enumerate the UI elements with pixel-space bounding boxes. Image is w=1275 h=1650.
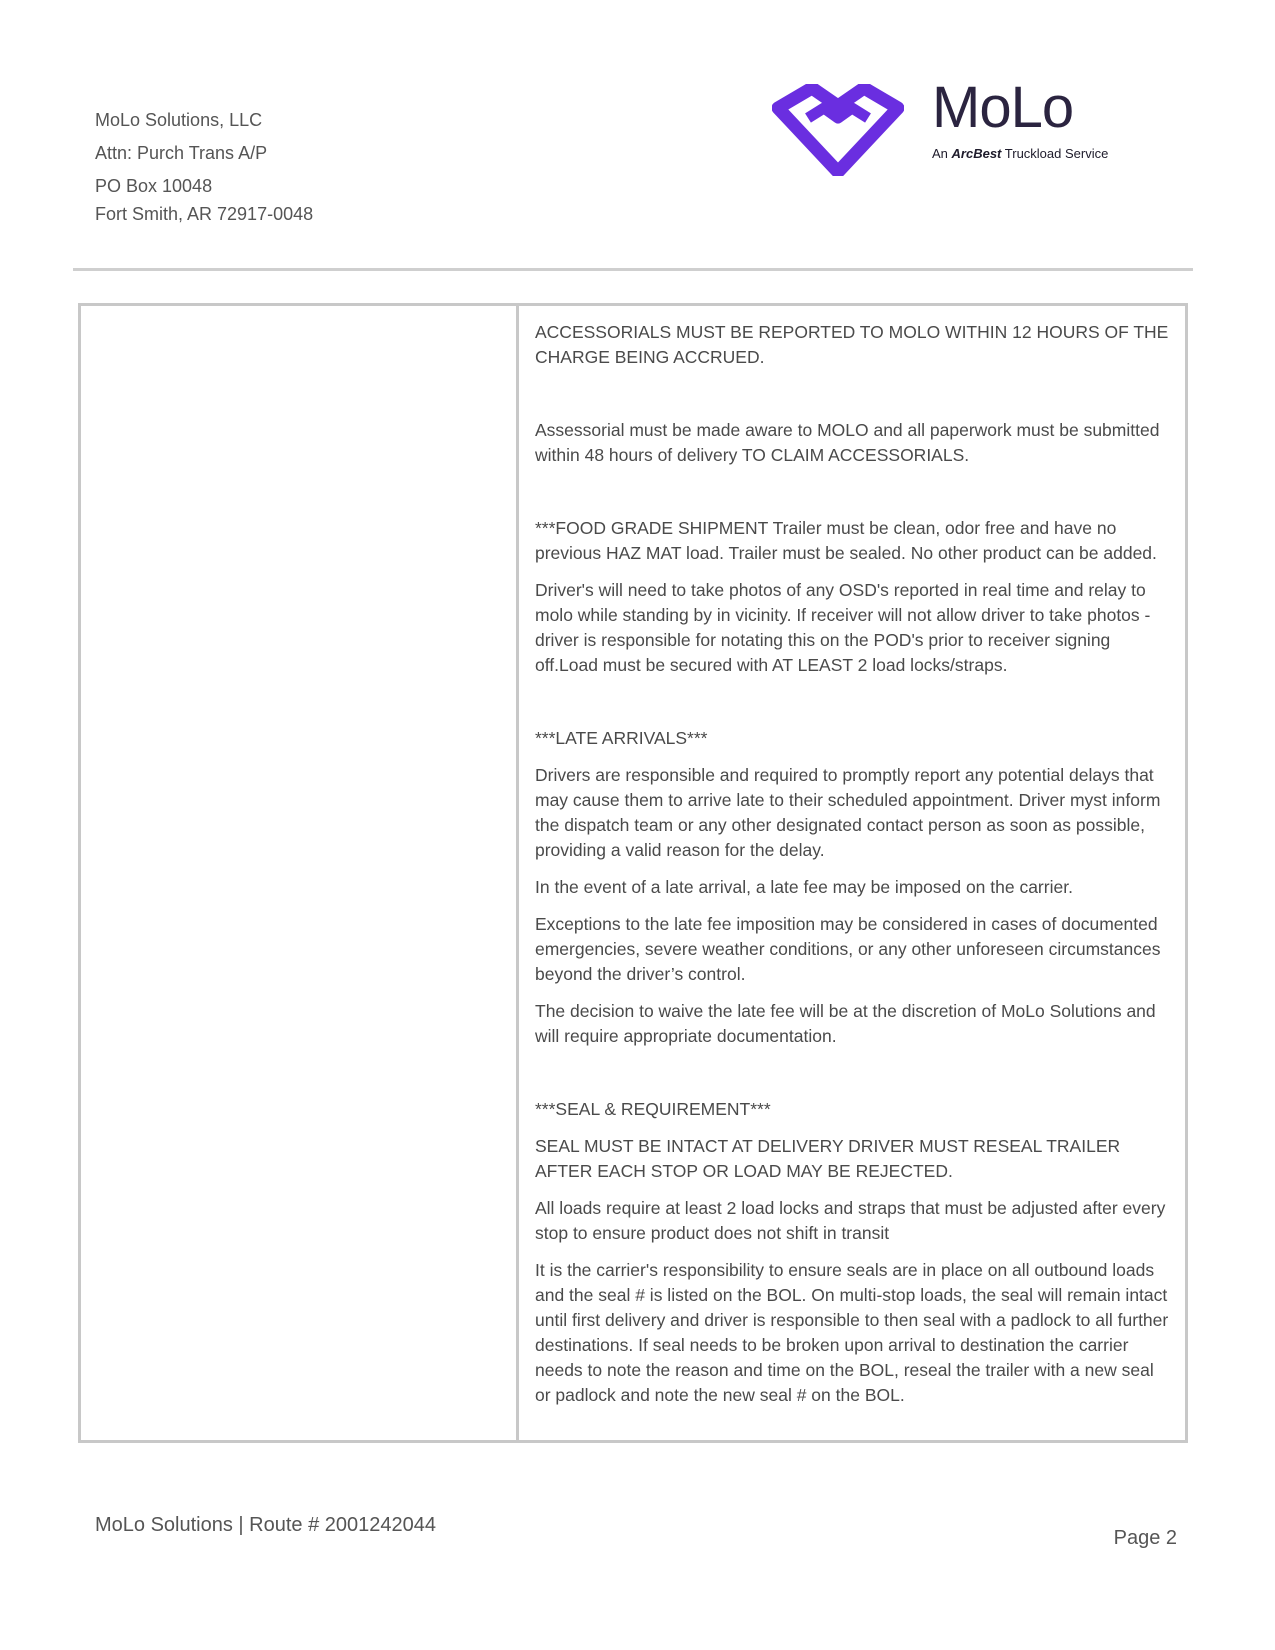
- late-arrivals-text-2: In the event of a late arrival, a late fee may be imposed on the carrier.: [535, 877, 1073, 897]
- spacer: [535, 1061, 1173, 1097]
- late-arrivals-text-3: Exceptions to the late fee imposition may be considered in cases of documented emergencies, severe weather conditions, or any other unforeseen circumstances beyond the driver’s control.: [535, 914, 1161, 984]
- page-number: Page 2: [1113, 1527, 1177, 1549]
- molo-mark-icon: [772, 84, 904, 176]
- molo-logo: [772, 75, 1152, 176]
- seal-text-3: It is the carrier's responsibility to ensure seals are in place on all outbound loads and the seal # is listed on the BOL. On multi-stop loads, the seal will remain intact until first delivery and driver is responsible to then seal with a padlock to all further destinations. If seal needs to be broken upon arrival to destination the carrier needs to note the reason and time on the BOL, reseal the trailer with a new seal or padlock and note the new seal # on the BOL.: [535, 1260, 1169, 1405]
- spacer: [535, 690, 1173, 726]
- logo-wordmark: MoLo: [932, 75, 1074, 140]
- osd-photos-text: Driver's will need to take photos of any OSD's reported in real time and relay to molo while standing by in vicinity. If receiver will not allow driver to take photos - driver is responsible for notating this on the POD's prior to receiver signing off.Load must be secured with AT LEAST 2 load locks/straps.: [535, 580, 1151, 675]
- food-grade-text: ***FOOD GRADE SHIPMENT Trailer must be clean, odor free and have no previous HAZ MAT load. Trailer must be sealed. No other product can be added.: [535, 518, 1157, 563]
- spacer: [535, 382, 1173, 418]
- tagline-suffix: Truckload Service: [1004, 146, 1109, 161]
- accessorials-paperwork-text: Assessorial must be made aware to MOLO and all paperwork must be submitted within 48 hours of delivery TO CLAIM ACCESSORIALS.: [535, 420, 1160, 465]
- seal-text-1: SEAL MUST BE INTACT AT DELIVERY DRIVER MUST RESEAL TRAILER AFTER EACH STOP OR LOAD MAY BE REJECTED.: [535, 1136, 1121, 1181]
- logo-tagline: [932, 146, 1108, 161]
- late-arrivals-text-4: The decision to waive the late fee will be at the discretion of MoLo Solutions and will require appropriate documentation.: [535, 1001, 1156, 1046]
- terms-table: [78, 303, 1188, 1443]
- header-divider: [73, 268, 1193, 271]
- tagline-prefix: An: [932, 146, 948, 161]
- seal-heading: ***SEAL & REQUIREMENT***: [535, 1099, 771, 1119]
- late-arrivals-heading: ***LATE ARRIVALS***: [535, 728, 708, 748]
- seal-text-2: All loads require at least 2 load locks and straps that must be adjusted after every stop to ensure product does not shift in transit: [535, 1198, 1166, 1243]
- po-box: PO Box 10048: [95, 176, 213, 196]
- tagline-brand: ArcBest: [951, 146, 1002, 161]
- spacer: [535, 480, 1173, 516]
- city-state-zip: Fort Smith, AR 72917-0048: [95, 204, 314, 224]
- accessorials-report-text: ACCESSORIALS MUST BE REPORTED TO MOLO WITHIN 12 HOURS OF THE CHARGE BEING ACCRUED.: [535, 322, 1169, 367]
- attention-line: Attn: Purch Trans A/P: [95, 143, 268, 163]
- late-arrivals-text-1: Drivers are responsible and required to promptly report any potential delays that may cause them to arrive late to their scheduled appointment. Driver myst inform the dispatch team or any other designated contact person as soon as possible, providing a valid reason for the delay.: [535, 765, 1161, 860]
- terms-cell: [519, 306, 1185, 1440]
- empty-left-cell: [81, 306, 519, 1440]
- billing-address: [95, 104, 313, 228]
- company-name: MoLo Solutions, LLC: [95, 110, 263, 130]
- footer-route: MoLo Solutions | Route # 2001242044: [95, 1514, 437, 1536]
